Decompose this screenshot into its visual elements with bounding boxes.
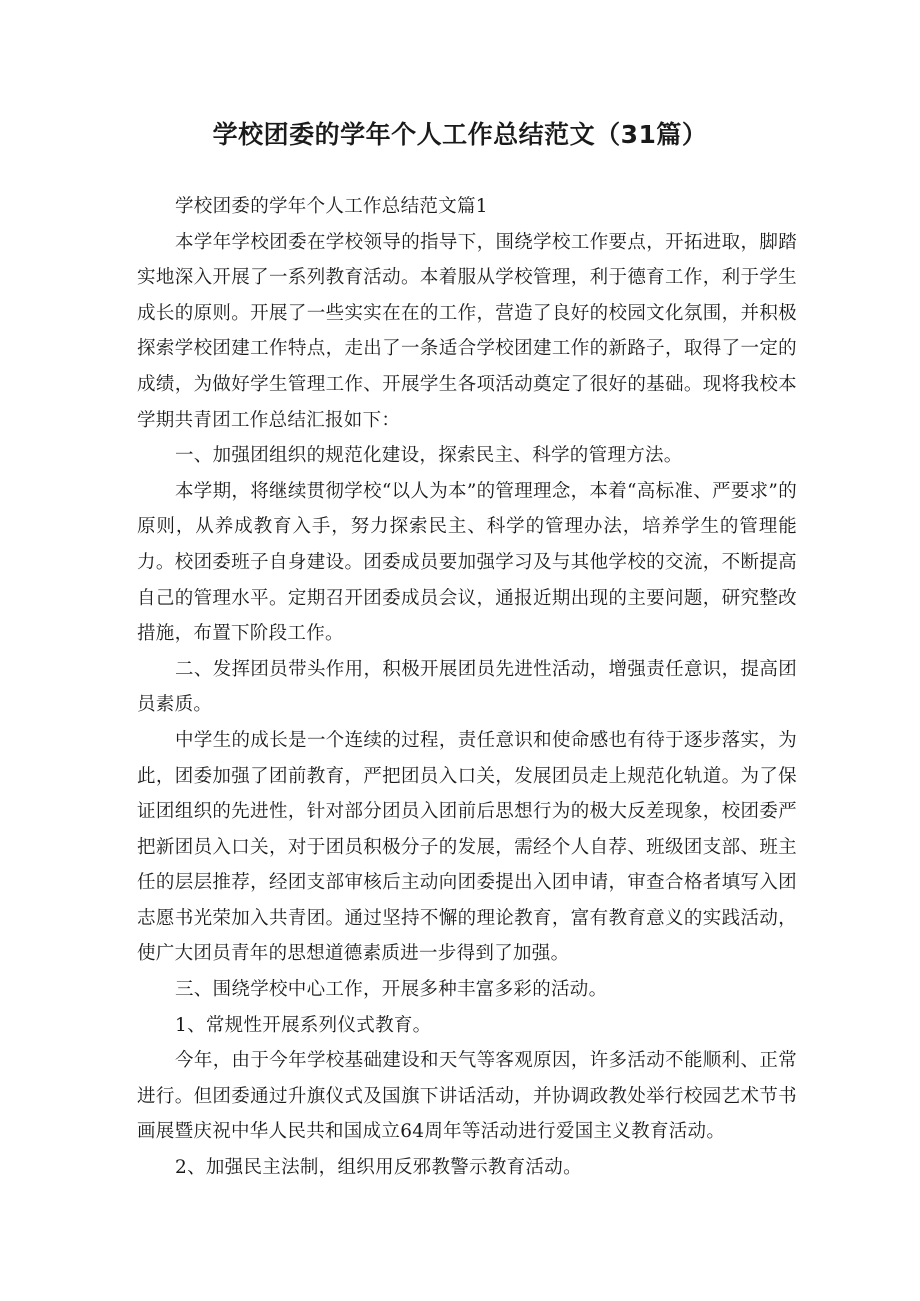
paragraph: 本学年学校团委在学校领导的指导下，围绕学校工作要点，开拓进取，脚踏实地深入开展了一系列教育活动。本着服从学校管理，利于德育工作，利于学生成长的原则。开展了一些实实在在的工作，营造了良好的校园文化氛围，并积极探索学校团建工作特点，走出了一条适合学校团建工作的新路子，取得了一定的成绩，为做好学生管理工作、开展学生各项活动奠定了很好的基础。现将我校本学期共青团工作总结汇报如下： [137,231,797,431]
section-heading: 学校团委的学年个人工作总结范文篇1 [175,196,488,217]
document-title: 学校团委的学年个人工作总结范文（31篇） [212,120,708,149]
section-heading: 一、加强团组织的规范化建设，探索民主、科学的管理方法。 [175,445,683,467]
sub-heading: 2、加强民主法制，组织用反邪教警示教育活动。 [175,1157,582,1179]
paragraph: 中学生的成长是一个连续的过程，责任意识和使命感也有待于逐步落实，为此，团委加强了团前教育，严把团员入口关，发展团员走上规范化轨道。为了保证团组织的先进性，针对部分团员入团前后思想行为的极大反差现象，校团委严把新团员入口关，对于团员积极分子的发展，需经个人自荐、班级团支部、班主任的层层推荐，经团支部审核后主动向团委提出入团申请，审查合格者填写入团志愿书光荣加入共青团。通过坚持不懈的理论教育，富有教育意义的实践活动，使广大团员青年的思想道德素质进一步得到了加强。 [137,729,797,965]
section-heading: 二、发挥团员带头作用，积极开展团员先进性活动，增强责任意识，提高团员素质。 [137,658,797,716]
document-body [137,189,797,1186]
section-heading: 三、围绕学校中心工作，开展多种丰富多彩的活动。 [175,979,608,1001]
paragraph: 本学期，将继续贯彻学校“以人为本”的管理理念，本着“高标准、严要求”的原则，从养成教育入手，努力探索民主、科学的管理办法，培养学生的管理能力。校团委班子自身建设。团委成员要加强学习及与其他学校的交流，不断提高自己的管理水平。定期召开团委成员会议，通报近期出现的主要问题，研究整改措施，布置下阶段工作。 [137,480,797,645]
paragraph: 今年，由于今年学校基础建设和天气等客观原因，许多活动不能顺利、正常进行。但团委通过升旗仪式及国旗下讲话活动，并协调政教处举行校园艺术节书画展暨庆祝中华人民共和国成立64周年等活动进行爱国主义教育活动。 [137,1050,797,1143]
sub-heading: 1、常规性开展系列仪式教育。 [175,1014,432,1036]
